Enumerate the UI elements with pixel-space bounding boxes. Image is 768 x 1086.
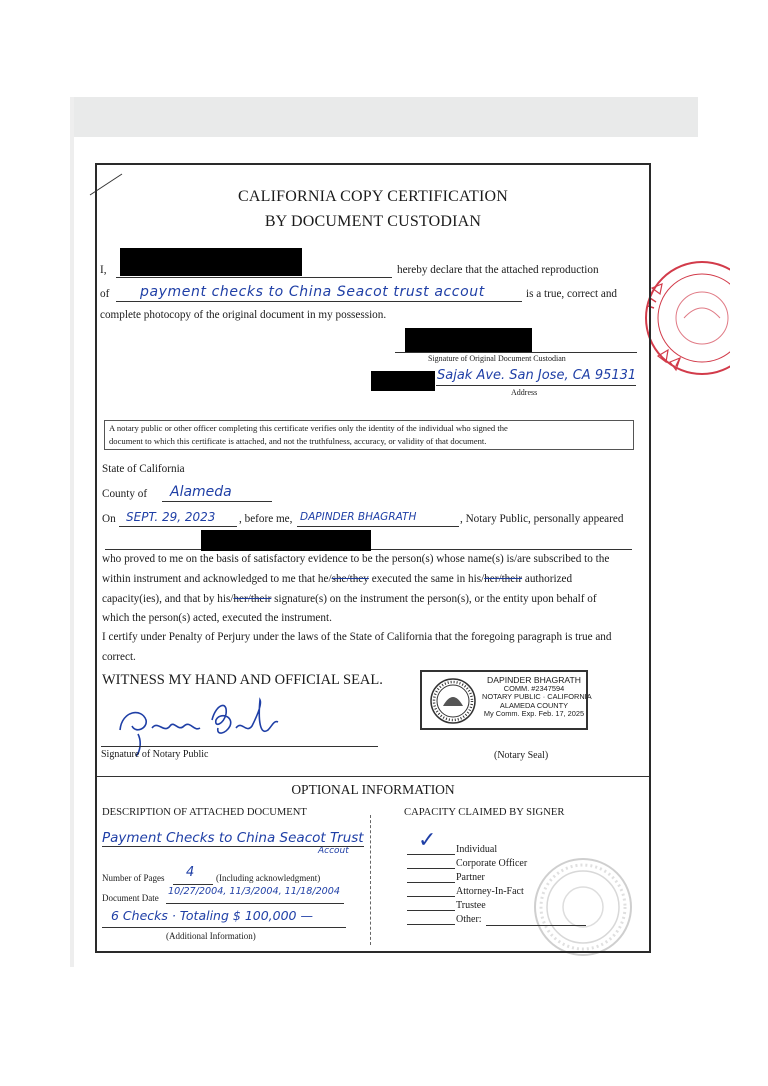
of-label: of	[100, 288, 110, 300]
state-seal-stamp	[640, 258, 730, 378]
capacity-line-trustee	[407, 910, 455, 911]
para1-line3: capacity(ies), and that by his/her/their signature(s) on the instrument the person(s), or the entity upon behalf of	[102, 593, 597, 605]
capacity-line-individual	[407, 854, 455, 855]
capacity-corporate-officer: Corporate Officer	[456, 858, 528, 869]
doc-date-label: Document Date	[102, 893, 159, 903]
complete-text: complete photocopy of the original document in my possession.	[100, 309, 387, 321]
num-pages-value: 4	[186, 865, 195, 880]
capacity-line-corporate	[407, 868, 455, 869]
custodian-signature-label: Signature of Original Document Custodian	[428, 354, 566, 363]
additional-info-line	[102, 927, 346, 928]
true-copy-text: is a true, correct and	[526, 288, 618, 300]
capacity-individual: Individual	[456, 844, 498, 855]
capacity-trustee: Trustee	[456, 900, 486, 911]
on-label: On	[102, 513, 116, 525]
redacted-custodian-signature	[405, 328, 532, 352]
additional-info-value: 6 Checks · Totaling $ 100,000 —	[111, 908, 313, 923]
individual-check-mark: ✓	[418, 828, 437, 853]
seal-county: ALAMEDA COUNTY	[499, 700, 569, 710]
para2-line1: I certify under Penalty of Perjury under the laws of the State of California that the foregoing paragraph is true and	[102, 631, 612, 643]
desc-line	[102, 846, 364, 847]
notary-name-line	[297, 526, 459, 527]
notice-line2: document to which this certificate is attached, and not the truthfulness, accuracy, or validity of that document.	[109, 436, 487, 446]
desc-heading: DESCRIPTION OF ATTACHED DOCUMENT	[102, 807, 307, 818]
custodian-signature-line	[395, 352, 637, 353]
para1-line1: who proved to me on the basis of satisfactory evidence to be the person(s) whose name(s) is/are subscribed to the	[102, 553, 610, 565]
seal-text-block	[482, 675, 592, 719]
before-me-label: , before me,	[239, 513, 293, 525]
i-label: I,	[100, 264, 107, 276]
including-label: (Including acknowledgment)	[216, 873, 321, 883]
custodian-name-line	[116, 277, 392, 278]
state-label: State of California	[102, 463, 185, 475]
scan-border-left	[70, 97, 74, 967]
para1-line4: which the person(s) acted, executed the instrument.	[102, 612, 332, 624]
notary-signature-label: Signature of Notary Public	[101, 749, 209, 760]
declare-text: hereby declare that the attached reproduction	[397, 264, 599, 276]
redacted-signer-name	[201, 530, 371, 551]
capacity-partner: Partner	[456, 872, 485, 883]
capacity-other: Other:	[456, 914, 482, 925]
notary-seal-label: (Notary Seal)	[494, 750, 549, 761]
doc-date-line	[166, 903, 344, 904]
witness-heading: WITNESS MY HAND AND OFFICIAL SEAL.	[102, 672, 383, 688]
form-title-line2: BY DOCUMENT CUSTODIAN	[264, 213, 482, 230]
document-description: payment checks to China Seacot trust accout	[140, 284, 485, 300]
date-value: SEPT. 29, 2023	[126, 510, 216, 524]
num-pages-label: Number of Pages	[102, 873, 165, 883]
redacted-address	[371, 371, 435, 391]
form-title-line1: CALIFORNIA COPY CERTIFICATION	[237, 188, 509, 205]
doc-date-value: 10/27/2004, 11/3/2004, 11/18/2004	[168, 886, 340, 897]
desc-handwritten-1: Payment Checks to China Seacot Trust	[102, 830, 364, 846]
date-line	[119, 526, 237, 527]
redacted-custodian-name	[120, 248, 302, 276]
desc-handwritten-2: Accout	[318, 846, 349, 856]
capacity-line-partner	[407, 882, 455, 883]
county-label: County of	[102, 488, 148, 500]
county-value: Alameda	[170, 484, 232, 500]
para1-line2: within instrument and acknowledged to me that he/she/they executed the same in his/her/their authorized	[102, 573, 573, 585]
num-pages-line	[173, 884, 213, 885]
seal-expires: My Comm. Exp. Feb. 17, 2025	[483, 709, 585, 719]
notice-line1: A notary public or other officer completing this certificate verifies only the identity of the individual who signed the	[109, 423, 508, 433]
additional-info-label: (Additional Information)	[166, 931, 256, 941]
optional-heading: OPTIONAL INFORMATION	[291, 782, 455, 797]
notary-seal-emblem	[428, 676, 484, 726]
seal-comm: COMM. #2347594	[503, 683, 565, 693]
capacity-line-other	[407, 924, 455, 925]
address-label: Address	[511, 388, 538, 397]
notary-public-text: , Notary Public, personally appeared	[460, 513, 624, 525]
address-handwritten: Sajak Ave. San Jose, CA 95131	[437, 368, 637, 383]
seal-line3: NOTARY PUBLIC · CALIFORNIA	[482, 692, 592, 702]
seal-name: DAPINDER BHAGRATH	[487, 675, 581, 685]
capacity-other-line	[486, 925, 586, 926]
capacity-line-attorney	[407, 896, 455, 897]
notary-notice-box	[104, 420, 634, 450]
notary-name-value: DAPINDER BHAGRATH	[300, 511, 417, 523]
optional-column-divider	[370, 815, 371, 945]
optional-divider	[97, 776, 649, 777]
scan-border-top	[70, 97, 698, 137]
notary-signature-line	[101, 746, 378, 747]
county-line	[162, 501, 272, 502]
para2-line2: correct.	[102, 651, 136, 663]
document-desc-line	[116, 301, 522, 302]
address-line	[436, 385, 636, 386]
capacity-heading: CAPACITY CLAIMED BY SIGNER	[404, 807, 565, 818]
capacity-attorney-in-fact: Attorney-In-Fact	[456, 886, 524, 897]
